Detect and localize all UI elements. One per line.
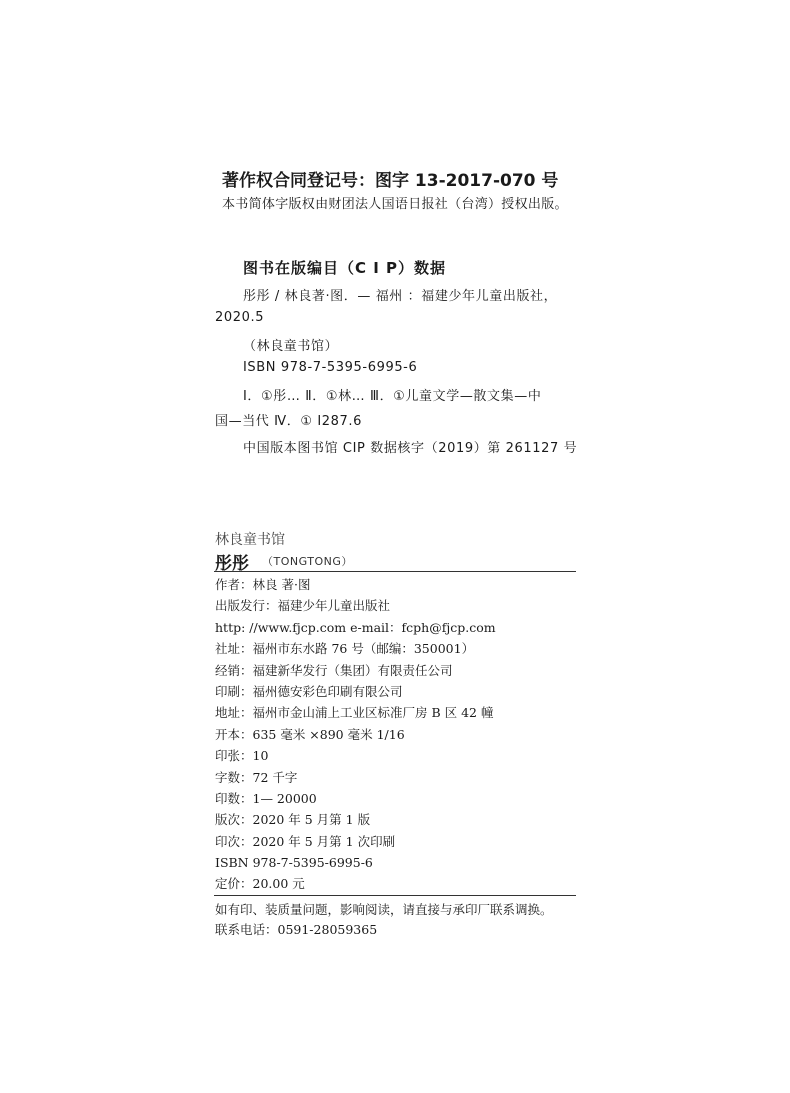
list-item: 作者：林良 著·图 [215, 577, 311, 592]
divider-bottom [214, 895, 576, 896]
quality-notice: 如有印、装质量问题，影响阅读，请直接与承印厂联系调换。 [215, 902, 553, 917]
list-item: 印张：10 [215, 748, 269, 764]
cip-line: 2020.5 [215, 310, 265, 325]
authorization-note: 本书简体字版权由财团法人国语日报社（台湾）授权出版。 [222, 197, 568, 212]
cip-line: 中国版本图书馆 CIP 数据核字（2019）第 261127 号 [243, 441, 578, 456]
book-title: 彤彤 [215, 554, 249, 574]
list-item: 版次：2020 年 5 月第 1 版 [215, 812, 371, 828]
divider-top [214, 571, 576, 572]
list-item: 印数：1— 20000 [215, 790, 317, 806]
list-item: 印刷：福州德安彩色印刷有限公司 [215, 683, 403, 699]
book-pinyin: （TONGTONG） [262, 555, 353, 568]
list-item: 地址：福州市金山浦上工业区标准厂房 B 区 42 幢 [215, 705, 494, 721]
cip-line: Ⅰ．①彤… Ⅱ．①林… Ⅲ．①儿童文学—散文集—中 [243, 389, 542, 404]
contact-phone: 联系电话：0591-28059365 [215, 922, 378, 937]
copyright-registration: 著作权合同登记号：图字 13-2017-070 号 [222, 171, 559, 191]
list-item: 开本：635 毫米 ×890 毫米 1/16 [215, 726, 405, 742]
cip-line: ISBN 978-7-5395-6995-6 [243, 360, 418, 375]
list-item: 经销：福建新华发行（集团）有限责任公司 [215, 662, 453, 678]
list-item: 印次：2020 年 5 月第 1 次印刷 [215, 833, 396, 849]
list-item: 定价：20.00 元 [215, 876, 305, 892]
cip-line: 彤彤 / 林良著·图．— 福州 ：福建少年儿童出版社， [243, 289, 558, 304]
cip-line: （林良童书馆） [243, 339, 339, 354]
series-name: 林良童书馆 [215, 532, 285, 548]
list-item: 字数：72 千字 [215, 769, 298, 785]
list-item: ISBN 978-7-5395-6995-6 [215, 855, 373, 871]
list-item: 出版发行：福建少年儿童出版社 [215, 598, 391, 614]
list-item: http: //www.fjcp.com e-mail：fcph@fjcp.com [215, 619, 496, 635]
cip-line: 国—当代 Ⅳ．① I287.6 [215, 414, 362, 429]
cip-heading: 图书在版编目（C I P）数据 [243, 259, 447, 277]
list-item: 社址：福州市东水路 76 号（邮编：350001） [215, 641, 475, 657]
publication-info-list [215, 574, 577, 895]
